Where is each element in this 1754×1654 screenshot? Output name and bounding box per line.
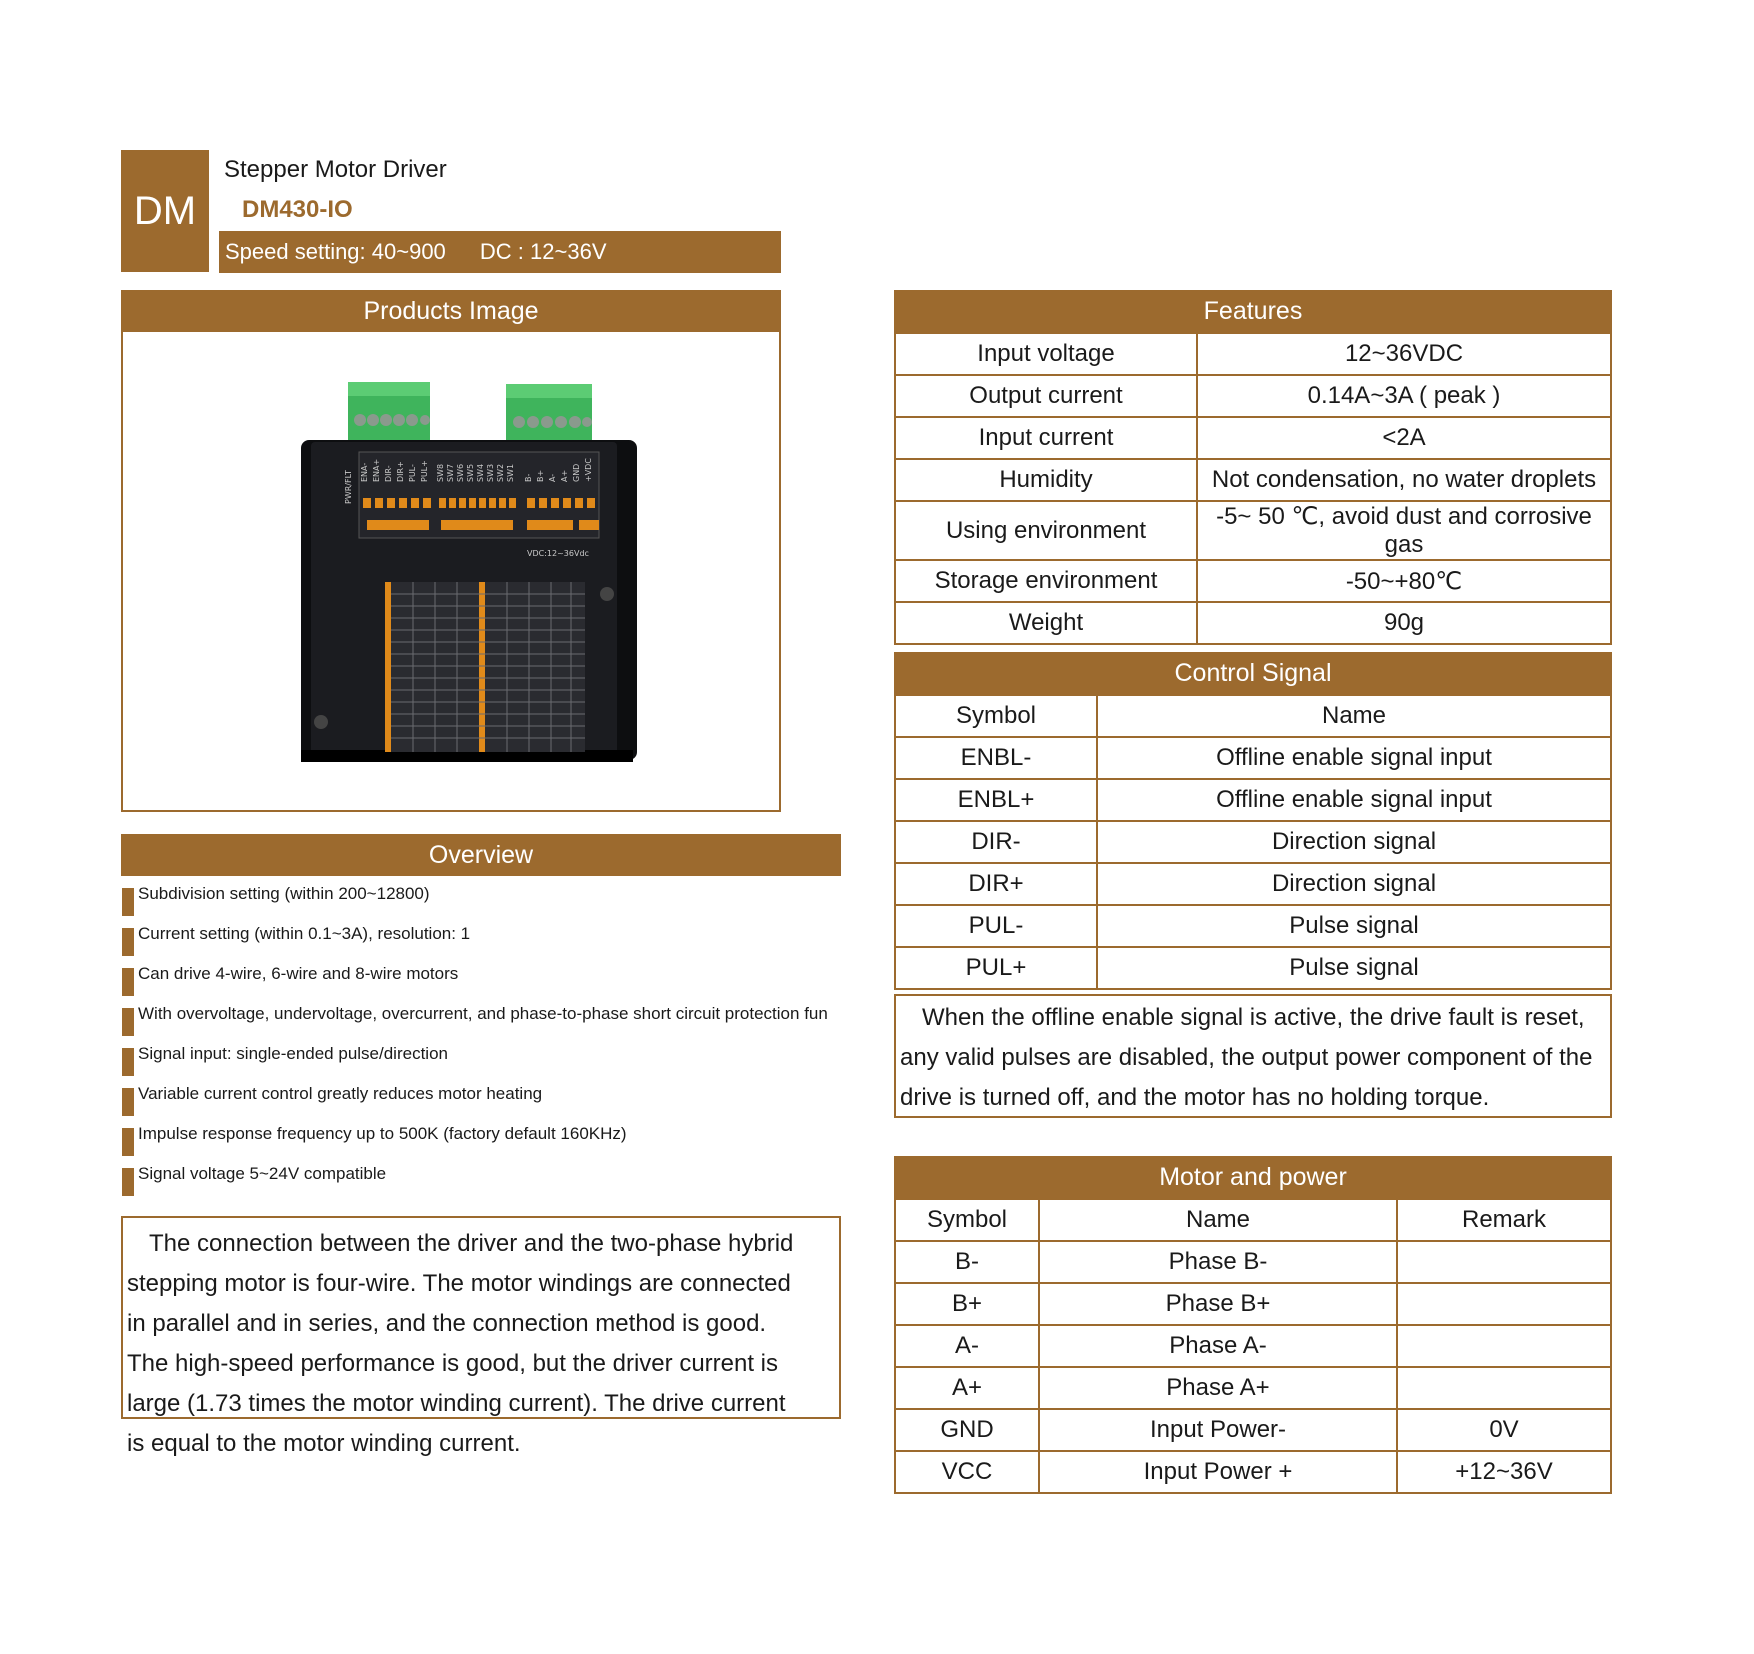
label-right-1: B+ <box>536 469 545 482</box>
motor-power-table <box>894 1198 1612 1494</box>
features-title: Features <box>894 290 1612 332</box>
label-right-3: A+ <box>560 469 569 482</box>
overview-item-text: Signal voltage 5~24V compatible <box>138 1164 387 1183</box>
dc-spec: DC : 12~36V <box>479 239 607 264</box>
bullet-marker <box>122 1128 134 1156</box>
overview-item-text: Subdivision setting (within 200~12800) <box>138 884 430 903</box>
signal-name: Offline enable signal input <box>1097 779 1611 821</box>
features-row <box>895 459 1611 501</box>
terminal-name: Phase B- <box>1039 1241 1397 1283</box>
label-left-3: DIR- <box>384 465 393 482</box>
terminal-remark: +12~36V <box>1397 1451 1611 1493</box>
bullet-marker <box>122 1088 134 1116</box>
driver-photo <box>123 332 779 808</box>
signal-symbol: ENBL- <box>895 737 1097 779</box>
control-row <box>895 863 1611 905</box>
terminal-symbol: GND <box>895 1409 1039 1451</box>
column-header: Symbol <box>895 695 1097 737</box>
label-left-0: PWR/FLT <box>344 470 353 504</box>
signal-symbol: PUL+ <box>895 947 1097 989</box>
features-row <box>895 501 1611 560</box>
label-mid-2: SW6 <box>456 463 465 482</box>
terminal-remark <box>1397 1241 1611 1283</box>
column-header: Symbol <box>895 1199 1039 1241</box>
terminal-name: Phase B+ <box>1039 1283 1397 1325</box>
signal-name: Pulse signal <box>1097 905 1611 947</box>
voltage-label: VDC:12~36Vdc <box>527 549 589 558</box>
feature-label: Humidity <box>895 459 1197 501</box>
column-header: Name <box>1039 1199 1397 1241</box>
control-signal-table <box>894 694 1612 990</box>
overview-item-text: Current setting (within 0.1~3A), resolution: 1 <box>138 924 471 943</box>
overview-item-text: Signal input: single-ended pulse/direction <box>138 1044 448 1063</box>
overview-item <box>121 1076 841 1116</box>
signal-terminal-block <box>348 382 430 442</box>
feature-label: Weight <box>895 602 1197 644</box>
brand-logo: DM <box>121 150 209 272</box>
motor-power-title: Motor and power <box>894 1156 1612 1198</box>
features-row <box>895 333 1611 375</box>
label-right-0: B- <box>524 473 533 482</box>
overview-item <box>121 1116 841 1156</box>
terminal-symbol: B+ <box>895 1283 1039 1325</box>
overview-item-text: With overvoltage, undervoltage, overcurrent, and phase-to-phase short circuit protection fun <box>138 1004 828 1023</box>
label-left-5: PUL- <box>408 464 417 482</box>
overview-item <box>121 876 841 916</box>
control-row <box>895 779 1611 821</box>
bullet-marker <box>122 1008 134 1036</box>
terminal-name: Input Power- <box>1039 1409 1397 1451</box>
bullet-marker <box>122 1048 134 1076</box>
label-mid-3: SW5 <box>466 463 475 482</box>
motor-row <box>895 1409 1611 1451</box>
feature-value: -5~ 50 ℃, avoid dust and corrosive gas <box>1197 501 1611 560</box>
motor-row <box>895 1325 1611 1367</box>
signal-symbol: DIR- <box>895 821 1097 863</box>
label-right-2: A- <box>548 473 557 482</box>
terminal-symbol: VCC <box>895 1451 1039 1493</box>
power-terminal-block <box>506 384 592 444</box>
features-table <box>894 332 1612 645</box>
speed-spec: Speed setting: 40~900 <box>225 239 446 264</box>
control-header-row <box>895 695 1611 737</box>
label-left-6: PUL+ <box>420 460 429 482</box>
products-image-title: Products Image <box>121 290 781 332</box>
terminal-name: Input Power + <box>1039 1451 1397 1493</box>
label-right-4: GND <box>572 463 581 482</box>
setting-table <box>385 582 585 752</box>
terminal-symbol: A- <box>895 1325 1039 1367</box>
label-left-4: DIR+ <box>396 461 405 482</box>
terminal-remark <box>1397 1367 1611 1409</box>
control-row <box>895 821 1611 863</box>
features-row <box>895 560 1611 602</box>
feature-label: Input voltage <box>895 333 1197 375</box>
terminal-name: Phase A- <box>1039 1325 1397 1367</box>
feature-value: 90g <box>1197 602 1611 644</box>
motor-row <box>895 1367 1611 1409</box>
bullet-marker <box>122 1168 134 1196</box>
column-header: Remark <box>1397 1199 1611 1241</box>
model-number: DM430-IO <box>242 196 353 223</box>
features-row <box>895 602 1611 644</box>
overview-item <box>121 916 841 956</box>
feature-value: -50~+80℃ <box>1197 560 1611 602</box>
spec-bar <box>219 231 781 273</box>
label-mid-5: SW3 <box>486 463 495 482</box>
feature-label: Storage environment <box>895 560 1197 602</box>
terminal-remark: 0V <box>1397 1409 1611 1451</box>
overview-item-text: Variable current control greatly reduces motor heating <box>138 1084 543 1103</box>
bullet-marker <box>122 888 134 916</box>
terminal-symbol: B- <box>895 1241 1039 1283</box>
connection-note: The connection between the driver and the two-phase hybrid stepping motor is four-wire. The motor windings are connected in parallel and in series, and the connection method is good. The high-speed performance is good, but the driver current is large (1.73 times the motor winding current). The drive current is equal to the motor winding current. <box>121 1216 841 1419</box>
label-mid-6: SW2 <box>496 463 505 482</box>
signal-name: Offline enable signal input <box>1097 737 1611 779</box>
overview-item <box>121 1156 841 1196</box>
label-mid-0: SW8 <box>436 463 445 482</box>
feature-label: Input current <box>895 417 1197 459</box>
overview-item-text: Can drive 4-wire, 6-wire and 8-wire motors <box>138 964 459 983</box>
control-row <box>895 905 1611 947</box>
label-left-2: ENA+ <box>372 458 381 482</box>
label-mid-7: SW1 <box>506 463 515 482</box>
terminal-remark <box>1397 1325 1611 1367</box>
overview-list <box>121 876 841 1196</box>
features-row <box>895 375 1611 417</box>
label-right-5: +VDC <box>584 458 593 482</box>
overview-title: Overview <box>121 834 841 876</box>
motor-header-row <box>895 1199 1611 1241</box>
signal-symbol: ENBL+ <box>895 779 1097 821</box>
feature-value: Not condensation, no water droplets <box>1197 459 1611 501</box>
terminal-name: Phase A+ <box>1039 1367 1397 1409</box>
control-signal-title: Control Signal <box>894 652 1612 694</box>
overview-item <box>121 956 841 996</box>
feature-label: Output current <box>895 375 1197 417</box>
terminal-symbol: A+ <box>895 1367 1039 1409</box>
motor-row <box>895 1283 1611 1325</box>
signal-name: Direction signal <box>1097 821 1611 863</box>
motor-row <box>895 1241 1611 1283</box>
signal-name: Pulse signal <box>1097 947 1611 989</box>
overview-item-text: Impulse response frequency up to 500K (factory default 160KHz) <box>138 1124 627 1143</box>
feature-label: Using environment <box>895 501 1197 560</box>
bullet-marker <box>122 968 134 996</box>
motor-row <box>895 1451 1611 1493</box>
features-row <box>895 417 1611 459</box>
label-left-1: ENA- <box>360 462 369 482</box>
overview-item <box>121 996 841 1036</box>
feature-value: <2A <box>1197 417 1611 459</box>
signal-symbol: PUL- <box>895 905 1097 947</box>
signal-symbol: DIR+ <box>895 863 1097 905</box>
product-category: Stepper Motor Driver <box>224 156 447 183</box>
bullet-marker <box>122 928 134 956</box>
label-mid-4: SW4 <box>476 463 485 482</box>
terminal-remark <box>1397 1283 1611 1325</box>
products-image-frame <box>121 332 781 812</box>
overview-item <box>121 1036 841 1076</box>
enable-signal-note: When the offline enable signal is active, the drive fault is reset, any valid pulses are disabled, the output power component of the drive is turned off, and the motor has no holding torque. <box>894 994 1612 1118</box>
feature-value: 12~36VDC <box>1197 333 1611 375</box>
control-row <box>895 737 1611 779</box>
signal-name: Direction signal <box>1097 863 1611 905</box>
label-mid-1: SW7 <box>446 463 455 482</box>
control-row <box>895 947 1611 989</box>
feature-value: 0.14A~3A ( peak ) <box>1197 375 1611 417</box>
column-header: Name <box>1097 695 1611 737</box>
